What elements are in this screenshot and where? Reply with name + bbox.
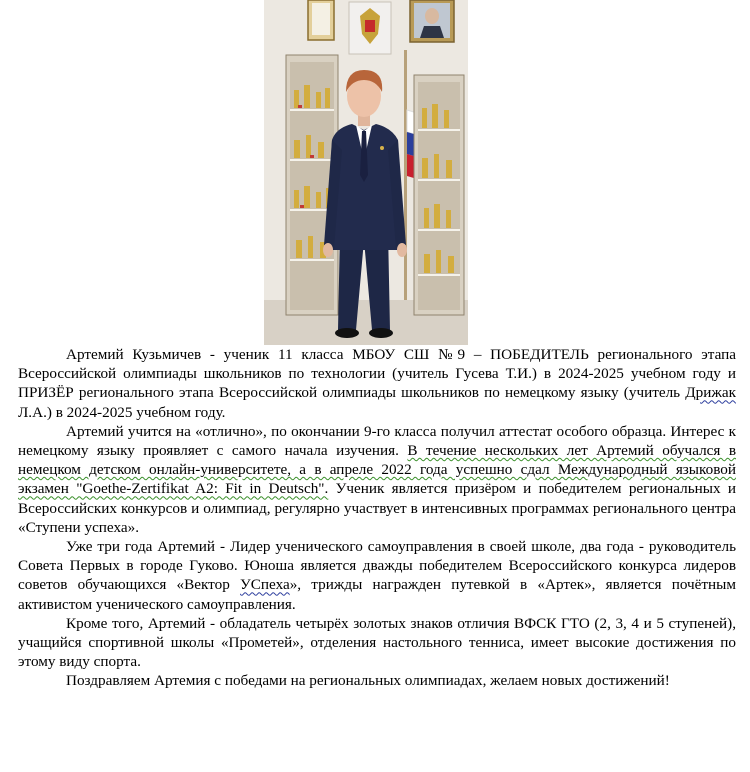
paragraph-congratulations: Поздравляем Артемия с победами на региональных олимпиадах, желаем новых достижений! — [66, 672, 670, 690]
trophy-cabinet-right — [414, 75, 464, 315]
certificate-frame — [308, 0, 334, 40]
coat-of-arms-emblem — [349, 2, 391, 54]
paragraph-leadership — [18, 537, 736, 614]
text-run: Артемий Кузьмичев - ученик 11 класса МБОУ СШ №9 – ПОБЕДИТЕЛЬ регионального этапа Всероссийской олимпиады школьников по технологии (учитель Гусева Т.И.) в 2024-2025 учебном году и ПРИЗЁР регионального этапа Всероссийской олимпиады школьников по немецкому языку (учитель — [18, 346, 736, 402]
text-run: Ученик является призёром и победителем региональных и Всероссийских конкурсов и олимпиад, регулярно участвует в интенсивных программах регионального центра «Ступени успеха». — [18, 480, 736, 536]
paragraph-sports: Кроме того, Артемий - обладатель четырёх золотых знаков отличия ВФСК ГТО (2, 3, 4 и 5 ступеней), учащийся спортивной школы «Прометей», отделения настольного тенниса, имеет высокие достижения по этому виду спорта. — [18, 614, 736, 671]
portrait-frame — [410, 0, 454, 42]
spellcheck-word: УСпеха — [240, 576, 290, 594]
paragraph-studies — [18, 422, 736, 537]
article-text — [18, 345, 736, 691]
paragraph-olympiad-results — [18, 345, 736, 422]
grammar-check-sentence: В течение нескольких лет Артемий обучался в немецком детском онлайн-университете, а в апреле 2022 года успешно сдал Международный языковой экзамен "Goethe-Zertifikat A2: Fit in Deutsch". — [18, 442, 736, 498]
text-run: Уже три года Артемий - Лидер ученического самоуправления в своей школе, два года - руководитель Совета Первых в городе Гуково. Юноша является дважды победителем Всероссийского конкурса лидеров советов обучающихся «Вектор — [18, 538, 736, 594]
student-photo — [264, 0, 468, 345]
text-run: Артемий учится на «отлично», по окончании 9-го класса получил аттестат особого образца. Интерес к немецкому языку проявляет с самого начала изучения. — [18, 422, 736, 460]
text-run: Л.А.) в 2024-2025 учебном году. — [18, 403, 226, 421]
text-run: », трижды награжден путевкой в «Артек», является почётным активистом ученического самоуправления. — [18, 576, 736, 613]
spellcheck-word: Дрижак — [685, 384, 736, 402]
